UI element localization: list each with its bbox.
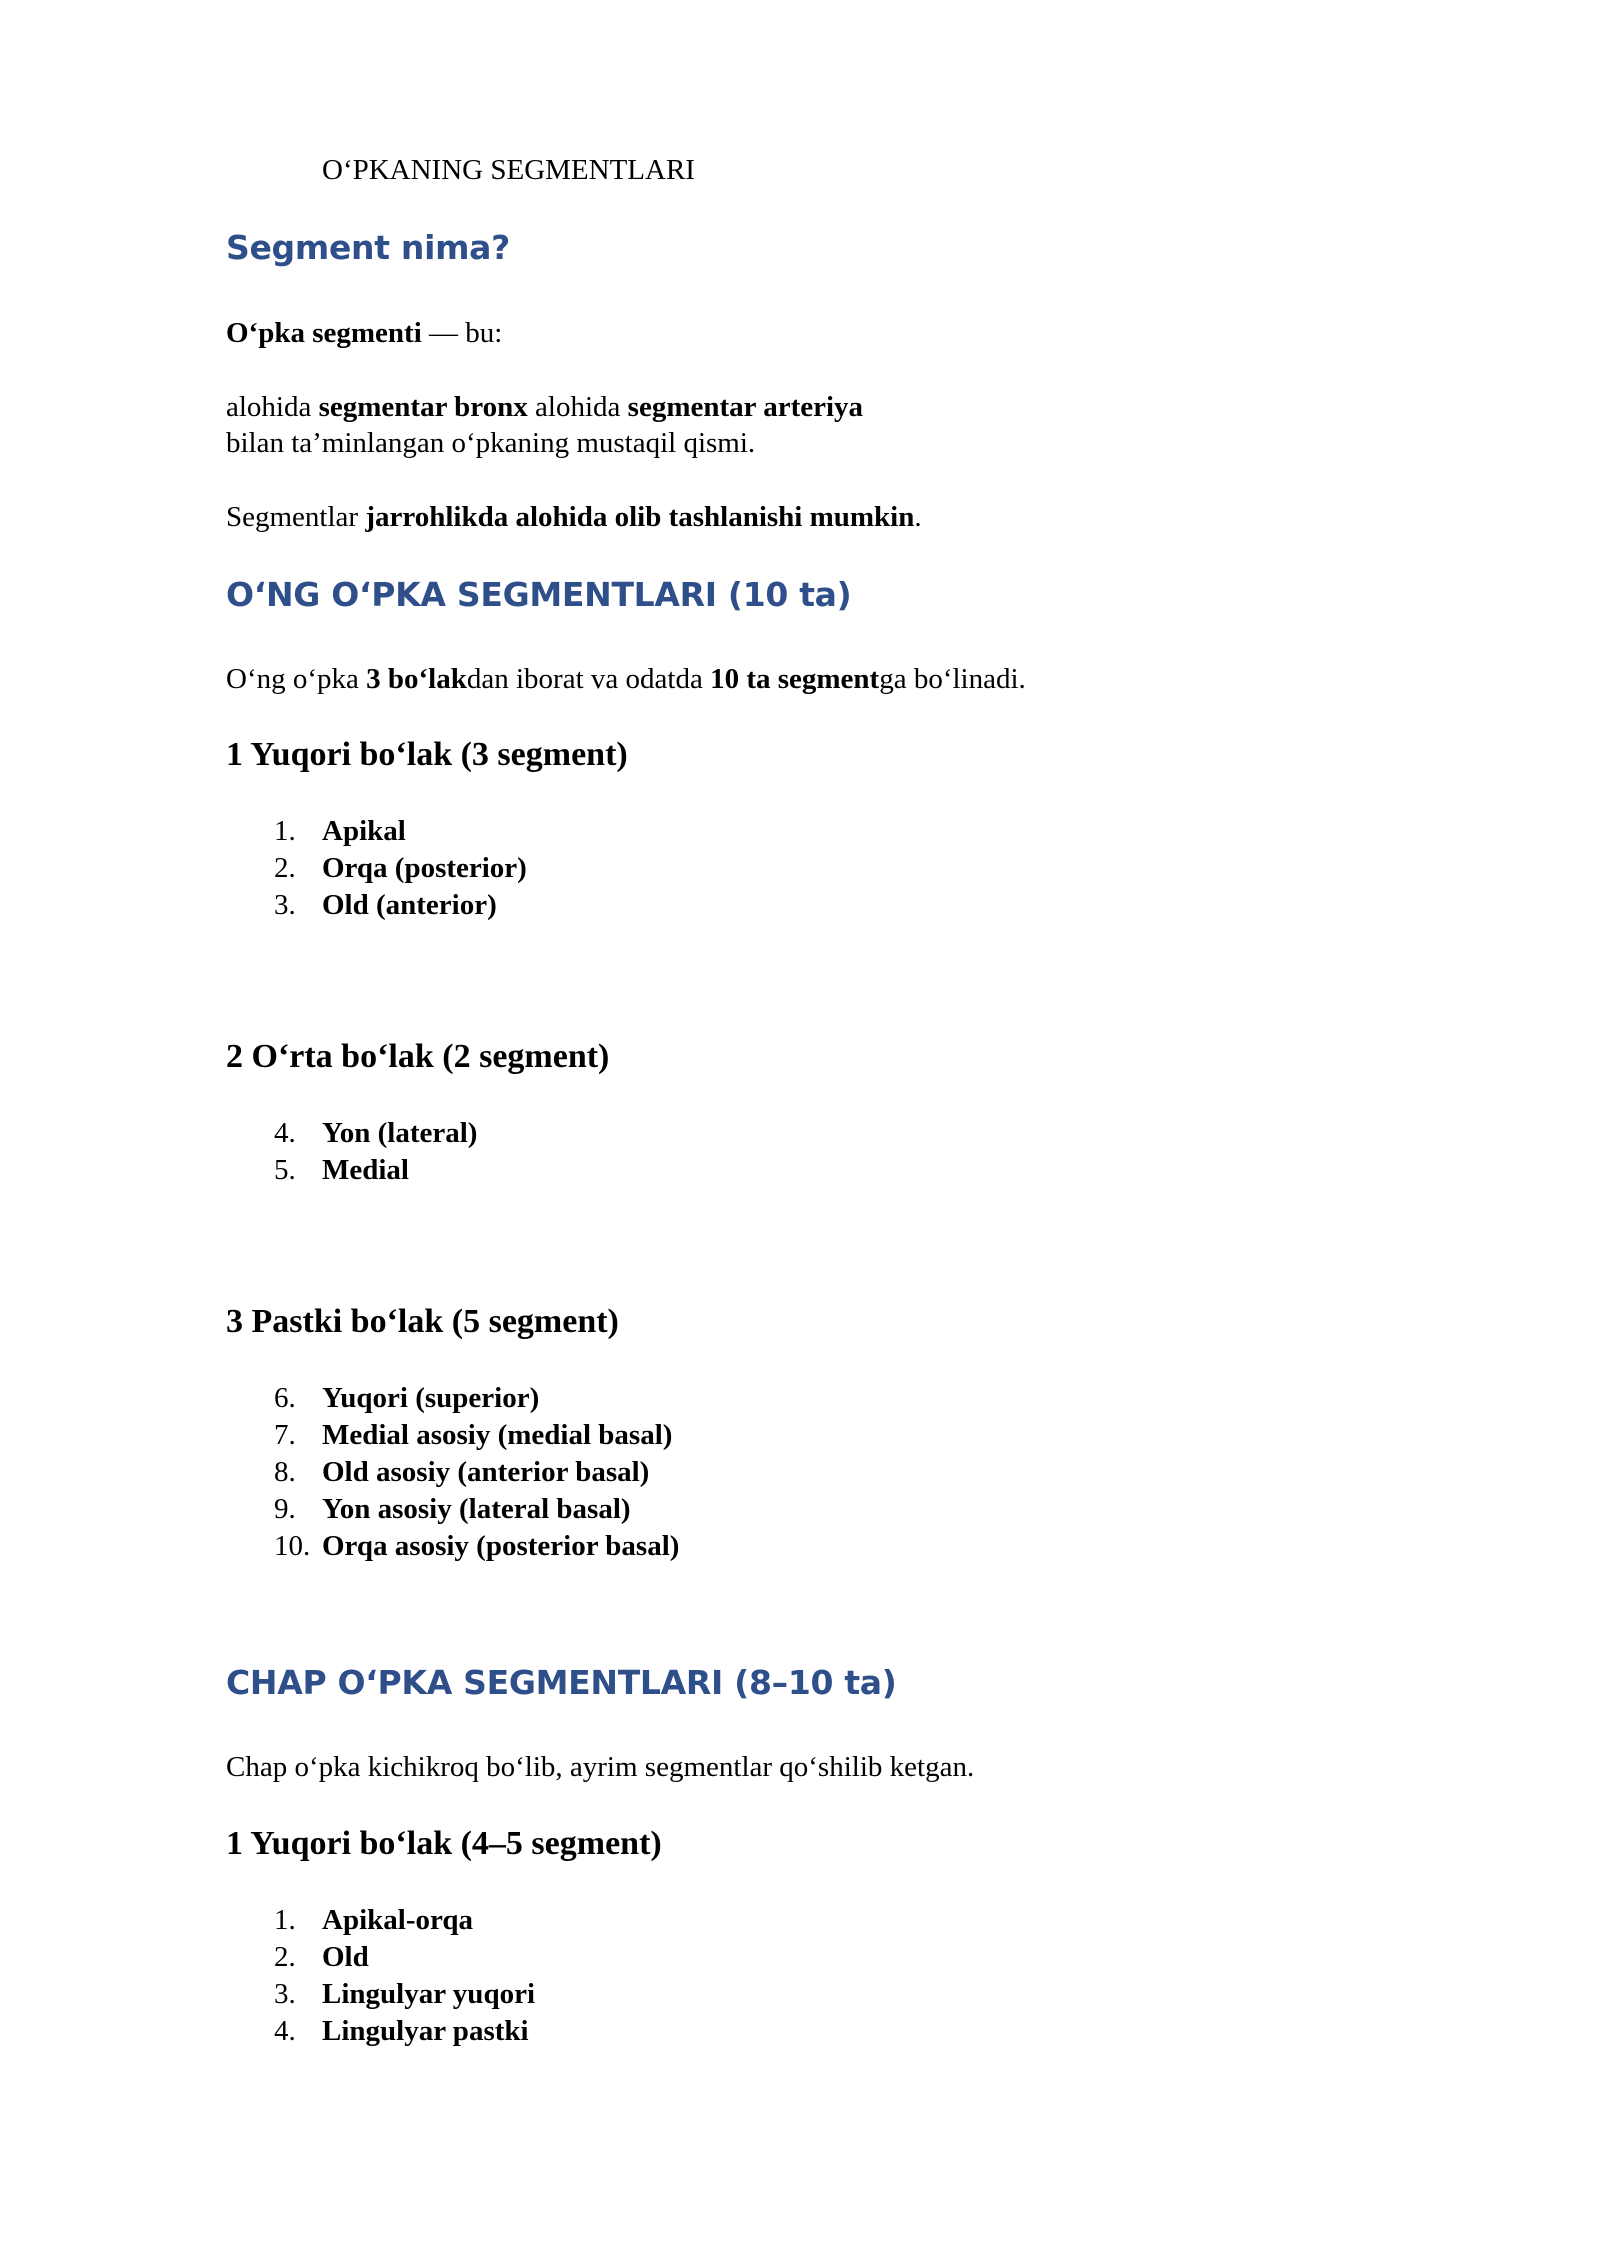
list-number: 9. xyxy=(274,1493,296,1525)
right-lung-paragraph xyxy=(226,661,1026,697)
list-item xyxy=(274,2013,535,2050)
left-lung-paragraph: Chap o‘pka kichikroq bo‘lib, ayrim segmentlar qo‘shilib ketgan. xyxy=(226,1751,975,1783)
list-number: 10. xyxy=(274,1530,311,1562)
text-run: ga bo‘linadi. xyxy=(879,663,1026,695)
surgery-paragraph xyxy=(226,499,922,535)
text-run: dan iborat va odatda xyxy=(466,663,711,695)
right-middle-lobe-list xyxy=(274,1115,477,1189)
list-text: Orqa (posterior) xyxy=(322,852,527,884)
text-run-bold: segmentar bronx xyxy=(318,391,528,423)
list-number: 5. xyxy=(274,1154,296,1186)
list-text: Old (anterior) xyxy=(322,889,497,921)
list-text: Apikal-orqa xyxy=(322,1904,473,1936)
list-item xyxy=(274,1976,535,2013)
heading-right-lung: O‘NG O‘PKA SEGMENTLARI (10 ta) xyxy=(226,575,852,614)
list-number: 6. xyxy=(274,1382,296,1414)
heading-right-upper-lobe: 1 Yuqori bo‘lak (3 segment) xyxy=(226,736,628,773)
list-item xyxy=(274,1380,679,1417)
list-text: Lingulyar pastki xyxy=(322,2015,529,2047)
list-text: Yuqori (superior) xyxy=(322,1382,540,1414)
list-number: 2. xyxy=(274,1941,296,1973)
text-run: alohida xyxy=(226,391,319,423)
text-run: . xyxy=(914,501,922,533)
list-text: Lingulyar yuqori xyxy=(322,1978,535,2010)
text-run-bold: 3 bo‘lak xyxy=(366,663,467,695)
list-item xyxy=(274,1491,679,1528)
list-item xyxy=(274,1902,535,1939)
list-number: 2. xyxy=(274,852,296,884)
right-upper-lobe-list xyxy=(274,813,527,924)
list-text: Old asosiy (anterior basal) xyxy=(322,1456,650,1488)
text-run-bold: jarrohlikda alohida olib tashlanishi mumkin xyxy=(365,501,915,533)
list-number: 1. xyxy=(274,815,296,847)
list-item xyxy=(274,1417,679,1454)
list-text: Apikal xyxy=(322,815,406,847)
list-number: 4. xyxy=(274,2015,296,2047)
text-run: O‘ng o‘pka xyxy=(226,663,367,695)
list-text: Old xyxy=(322,1941,369,1973)
list-number: 8. xyxy=(274,1456,296,1488)
list-number: 7. xyxy=(274,1419,296,1451)
list-number: 3. xyxy=(274,889,296,921)
document-title: O‘PKANING SEGMENTLARI xyxy=(322,154,695,186)
list-item xyxy=(274,1939,535,1976)
list-number: 4. xyxy=(274,1117,296,1149)
list-text: Yon asosiy (lateral basal) xyxy=(322,1493,631,1525)
text-run: alohida xyxy=(527,391,628,423)
segment-description-line-1 xyxy=(226,389,863,425)
list-item xyxy=(274,1454,679,1491)
heading-segment-nima: Segment nima? xyxy=(226,228,510,267)
right-lower-lobe-list xyxy=(274,1380,679,1565)
heading-right-lower-lobe: 3 Pastki bo‘lak (5 segment) xyxy=(226,1303,619,1340)
text-run-bold: 10 ta segment xyxy=(710,663,880,695)
list-number: 1. xyxy=(274,1904,296,1936)
list-item xyxy=(274,887,527,924)
text-run-bold: segmentar arteriya xyxy=(627,391,864,423)
segment-description-paragraph xyxy=(226,389,863,462)
list-item xyxy=(274,850,527,887)
definition-term: O‘pka segmenti xyxy=(226,317,422,349)
list-item xyxy=(274,1115,477,1152)
text-run: Segmentlar xyxy=(226,501,366,533)
list-item xyxy=(274,1528,679,1565)
list-text: Yon (lateral) xyxy=(322,1117,478,1149)
segment-description-line-2: bilan ta’minlangan o‘pkaning mustaqil qismi. xyxy=(226,427,756,460)
heading-left-upper-lobe: 1 Yuqori bo‘lak (4–5 segment) xyxy=(226,1825,662,1862)
list-item xyxy=(274,1152,477,1189)
definition-tail: — bu: xyxy=(421,317,503,349)
left-upper-lobe-list xyxy=(274,1902,535,2050)
list-number: 3. xyxy=(274,1978,296,2010)
list-text: Orqa asosiy (posterior basal) xyxy=(322,1530,680,1562)
definition-paragraph xyxy=(226,315,502,351)
list-item xyxy=(274,813,527,850)
heading-right-middle-lobe: 2 O‘rta bo‘lak (2 segment) xyxy=(226,1038,610,1075)
heading-left-lung: CHAP O‘PKA SEGMENTLARI (8–10 ta) xyxy=(226,1663,897,1702)
list-text: Medial xyxy=(322,1154,409,1186)
list-text: Medial asosiy (medial basal) xyxy=(322,1419,673,1451)
